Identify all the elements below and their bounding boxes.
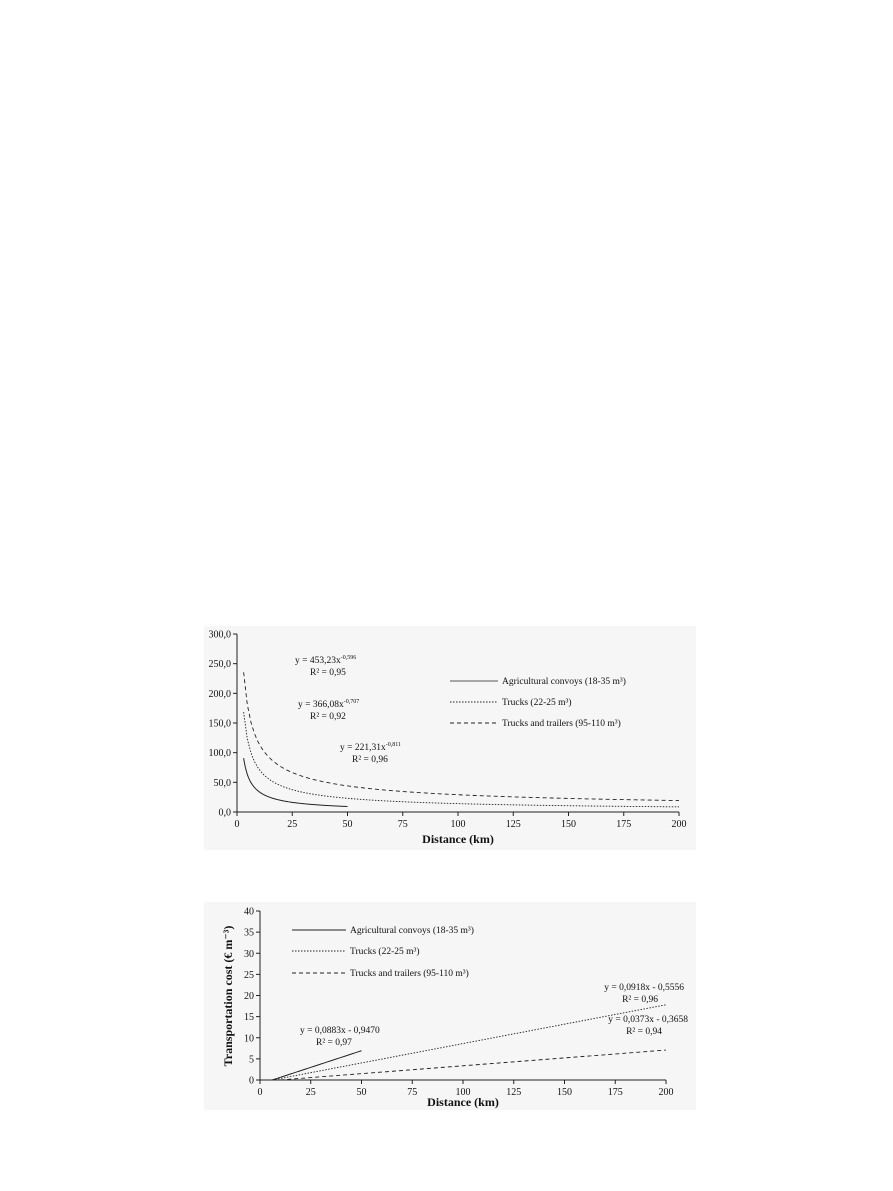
x-tick-label: 75: [397, 819, 408, 830]
x-tick-label: 0: [257, 1087, 263, 1098]
x-tick-label: 150: [557, 1087, 572, 1098]
y-tick-label: 10: [244, 1033, 254, 1045]
chart-panel-cost-per-km: [204, 626, 696, 850]
y-tick-label: 40: [244, 906, 254, 918]
legend: [292, 925, 474, 979]
legend-label-trucks: Trucks (22-25 m³): [350, 947, 420, 957]
y-tick-label: 250,0: [208, 659, 231, 671]
equation-trucks-and-trailers: y = 0,0373x - 0,3658: [608, 1015, 688, 1025]
r2-agricultural-convoys: R² = 0,97: [316, 1038, 352, 1048]
series-line-trucks-and-trailers: [244, 672, 679, 800]
y-tick-label: 35: [244, 927, 254, 939]
y-tick-label: 0: [249, 1075, 254, 1087]
y-tick-label: 100,0: [208, 748, 231, 760]
y-tick-label: 0,0: [218, 807, 231, 819]
y-tick-label: 30: [244, 948, 254, 960]
series-line-agricultural-convoys: [244, 758, 348, 806]
legend-label-trucks-and-trailers: Trucks and trailers (95-110 m³): [350, 969, 469, 979]
power-curve-chart: [204, 626, 696, 850]
legend-label-trucks: Trucks (22-25 m³): [502, 698, 572, 708]
x-tick-label: 25: [287, 819, 298, 830]
y-tick-label: 300,0: [208, 629, 231, 641]
y-tick-label: 50,0: [213, 777, 231, 789]
r2-trucks: R² = 0,92: [310, 712, 346, 722]
legend: [450, 676, 626, 729]
x-tick-label: 175: [616, 819, 632, 830]
x-axis-label: Distance (km): [422, 832, 494, 846]
x-tick-label: 50: [356, 1087, 367, 1098]
y-tick-label: 5: [249, 1054, 254, 1066]
r2-agricultural-convoys: R² = 0,96: [352, 755, 388, 765]
x-axis-label: Distance (km): [427, 1095, 499, 1109]
x-tick-label: 100: [450, 819, 466, 830]
y-tick-label: 25: [244, 969, 254, 981]
legend-label-trucks-and-trailers: Trucks and trailers (95-110 m³): [502, 719, 621, 729]
equation-agricultural-convoys: y = 0,0883x - 0,9470: [300, 1026, 380, 1036]
x-tick-label: 200: [671, 819, 687, 830]
x-tick-label: 125: [505, 819, 521, 830]
x-tick-label: 75: [407, 1087, 418, 1098]
y-tick-label: 15: [244, 1012, 254, 1024]
equation-trucks-and-trailers: $y = 453,23x^{-0,596}$: [295, 655, 357, 666]
r2-trucks-and-trailers: R² = 0,94: [626, 1027, 662, 1037]
x-tick-label: 175: [607, 1087, 623, 1098]
x-tick-label: 25: [305, 1087, 316, 1098]
x-tick-label: 125: [506, 1087, 522, 1098]
legend-label-agricultural-convoys: Agricultural convoys (18-35 m³): [502, 677, 626, 687]
equation-trucks: y = 0,0918x - 0,5556: [604, 983, 684, 993]
equation-agricultural-convoys: $y = 221,31x^{-0,811}$: [340, 742, 402, 753]
r2-trucks: R² = 0,96: [622, 995, 658, 1005]
y-tick-label: 20: [244, 991, 254, 1002]
linear-trend-chart: [204, 902, 696, 1110]
series-line-trucks-and-trailers: [280, 1050, 666, 1080]
y-tick-label: 200,0: [208, 688, 231, 700]
trendline-annotations: [300, 983, 688, 1048]
y-tick-label: 150,0: [208, 718, 231, 730]
legend-label-agricultural-convoys: Agricultural convoys (18-35 m³): [350, 926, 474, 936]
r2-trucks-and-trailers: R² = 0,95: [310, 668, 346, 678]
chart-panel-transportation-cost: [204, 902, 696, 1110]
y-axis-label: Transportation cost (€ m⁻³): [221, 925, 235, 1067]
x-tick-label: 100: [455, 1087, 471, 1098]
trendline-annotations: [295, 655, 401, 765]
x-tick-label: 0: [234, 819, 240, 830]
x-tick-label: 50: [342, 819, 353, 830]
equation-trucks: $y = 366,08x^{-0,707}$: [298, 699, 360, 710]
series-line-agricultural-convoys: [272, 1051, 361, 1080]
x-tick-label: 200: [658, 1087, 674, 1098]
x-tick-label: 150: [561, 819, 576, 830]
